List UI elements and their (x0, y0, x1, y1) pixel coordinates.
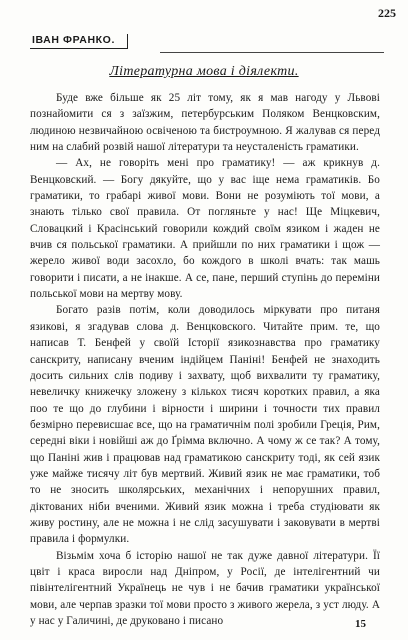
article-title (0, 60, 408, 80)
signature-mark: 15 (355, 618, 366, 630)
paragraph: — Ах, не говоріть мені про граматику! — аж крикнув д. Венцковский. — Богу дякуйте, що у вас іще нема граматиків. Бо граматики, то грабарі живої мови. Вони не розуміють тої мови, а знають тілько свої правила. От погляньте у нас! Ще Міцкевич, Словацкий і Красінський говорили кождий своїм язиком і жаден не вчив ся польської граматики. А прийшли по них граматики і щож — жерело живої води засохло, бо кождого в школі вчать: так машь говорити і писати, а не інакше. А се, пане, перший ступінь до переміни польської мови на мертву мову. (30, 157, 380, 301)
paragraph: Буде вже більше як 25 літ тому, як я мав нагоду у Львові познайомити ся з заїзжим, петербурським Поляком Венцковским, людиною незвичайною освіченою та бистроумною. Я жалував ся перед ним на слабий розвій нашої літератури та неусталеність граматики. (30, 92, 380, 154)
header-divider (160, 52, 384, 53)
paragraph: Богато разів потім, коли доводилось міркувати про питаня язикові, я згадував слова д. Венцковского. Читайте прим. те, що написав Т. Бенфей у своїй Історії язикознавства про граматику санскриту, написану вченим індійцем Паніні! Бенфей не знаходить досить сильних слів подиву і захвату, щоб вихвалити ту граматику, невеличку книжечку зложену з кількох тисяч коротких правил, а яка поо те що до глубини і вірности і ширини і точности тих правил безмірно перевисшає все, що на граматичнім полі зробили Греція, Рим, середні віки і новійші аж до Ґрімма включно. А чому ж се так? А тому, що Паніні жив і працював над граматикою санскриту тоді, як сей язик уже майже тисячу літ був мертвий. Живий язик не має граматики, тоб то не зносить школярських, механічних і непорушних правил, діктованих ніби вченими. Живий язик можна і треба студіювати як живу ростину, але не можна і не слід засушувати і заковувати в мертві правила і формулки. (30, 304, 380, 546)
article-body (30, 90, 380, 629)
article-title-text: Літературна мова і діялекти. (109, 64, 299, 79)
paragraph: Візьмім хоча б історію нашої не так дуже давної літератури. Її цвіт і краса виросли над Дніпром, у Росії, де інтелігентний чи півінтелігентний Українець не чув і не бачив граматики української мови, але черпав зразки тої мови просто з живого жерела, з уст люду. А у нас у Галичині, де друковано і писано (30, 549, 380, 627)
running-header: ІВАН ФРАНКО. (30, 34, 128, 49)
page-number: 225 (378, 6, 396, 20)
